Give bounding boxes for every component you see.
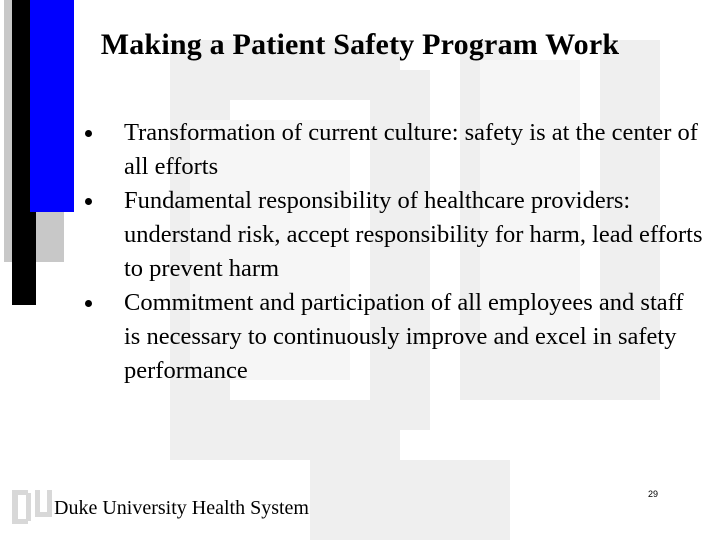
page-number: 29 [648, 489, 659, 499]
bullet-dot-icon [85, 300, 92, 307]
bullet-text: Transformation of current culture: safety is at the center of all efforts [124, 119, 698, 180]
bullet-text: Fundamental responsibility of healthcare providers: understand risk, accept responsibility for harm, lead efforts to prevent harm [124, 187, 703, 282]
bullet-item [124, 116, 704, 184]
bullet-item [124, 184, 704, 286]
bullet-text: Commitment and participation of all employees and staff is necessary to continuously improve and excel in safety performance [124, 289, 684, 384]
duke-small-logo-icon [10, 488, 54, 528]
bullet-dot-icon [85, 130, 92, 137]
bullet-list [124, 116, 704, 388]
footer-text: Duke University Health System [54, 497, 309, 519]
slide-title: Making a Patient Safety Program Work [100, 28, 620, 61]
bullet-dot-icon [85, 198, 92, 205]
bullet-item [124, 286, 704, 388]
